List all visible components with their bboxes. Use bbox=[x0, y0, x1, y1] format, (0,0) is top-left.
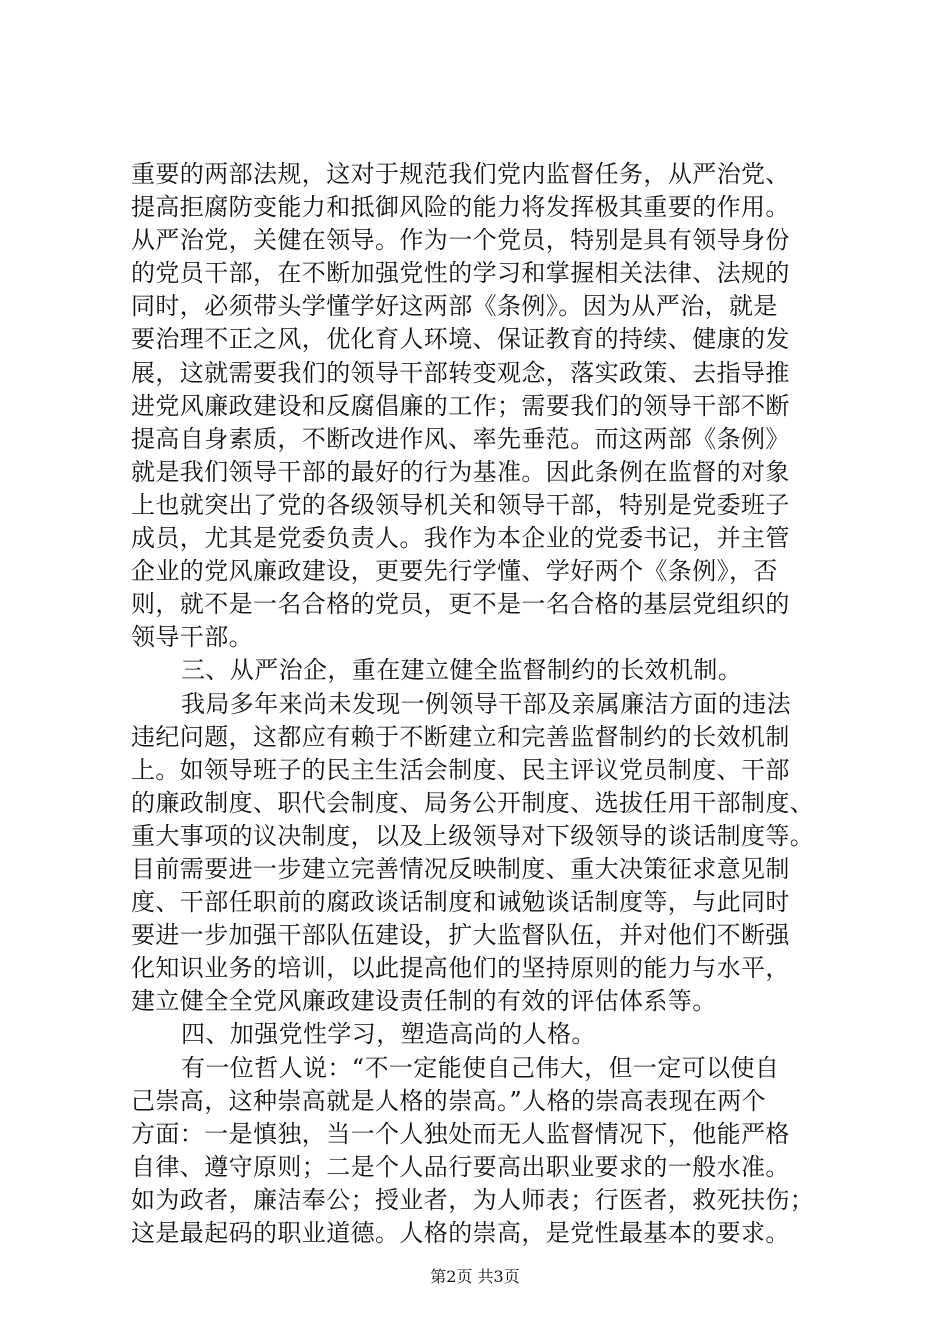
text-line: 重大事项的议决制度，以及上级领导对下级领导的谈话制度等。 bbox=[131, 821, 815, 850]
text-line: 就是我们领导干部的最好的行为基准。因此条例在监督的对象 bbox=[131, 457, 790, 486]
text-line: 方面：一是慎独，当一个人独处而无人监督情况下，他能严格 bbox=[131, 1119, 790, 1148]
text-line: 上。如领导班子的民主生活会制度、民主评议党员制度、干部 bbox=[131, 755, 790, 784]
text-line: 进党风廉政建设和反腐倡廉的工作；需要我们的领导干部不断 bbox=[131, 391, 790, 420]
text-line: 如为政者，廉洁奉公；授业者，为人师表；行医者，救死扶伤； bbox=[131, 1185, 815, 1214]
text-line: 要进一步加强干部队伍建设，扩大监督队伍，并对他们不断强 bbox=[131, 921, 790, 950]
text-line: 企业的党风廉政建设，更要先行学懂、学好两个《条例》，否 bbox=[131, 557, 778, 586]
text-line: 重要的两部法规，这对于规范我们党内监督任务，从严治党、 bbox=[131, 160, 790, 188]
text-line: 上也就突出了党的各级领导机关和领导干部，特别是党委班子 bbox=[131, 490, 790, 519]
text-line: 度、干部任职前的腐政谈话制度和诫勉谈话制度等，与此同时 bbox=[131, 888, 790, 917]
text-line: 提高拒腐防变能力和抵御风险的能力将发挥极其重要的作用。 bbox=[131, 193, 790, 222]
text-line: 这是最起码的职业道德。人格的崇高，是党性最基本的要求。 bbox=[131, 1219, 790, 1247]
text-line: 有一位哲人说：“不一定能使自己伟大，但一定可以使自 bbox=[181, 1053, 780, 1082]
text-line: 则，就不是一名合格的党员，更不是一名合格的基层党组织的 bbox=[131, 590, 790, 619]
text-line: 从严治党，关健在领导。作为一个党员，特别是具有领导身份 bbox=[131, 226, 790, 255]
text-line: 己崇高，这种崇高就是人格的崇高。”人格的崇高表现在两个 bbox=[131, 1086, 767, 1115]
text-line: 的廉政制度、职代会制度、局务公开制度、选拔任用干部制度、 bbox=[131, 788, 815, 817]
text-line: 三、从严治企，重在建立健全监督制约的长效机制。 bbox=[181, 656, 743, 685]
text-line: 同时，必须带头学懂学好这两部《条例》。因为从严治，就是 bbox=[131, 292, 778, 321]
text-line: 自律、遵守原则；二是个人品行要高出职业要求的一般水准。 bbox=[131, 1152, 790, 1181]
text-line: 目前需要进一步建立完善情况反映制度、重大决策征求意见制 bbox=[131, 854, 790, 883]
text-line: 要治理不正之风，优化育人环境、保证教育的持续、健康的发 bbox=[131, 325, 790, 354]
text-line: 展，这就需要我们的领导干部转变观念，落实政策、去指导推 bbox=[131, 358, 790, 387]
document-body bbox=[131, 158, 831, 1250]
text-line: 我局多年来尚未发现一例领导干部及亲属廉洁方面的违法 bbox=[181, 689, 791, 718]
text-line: 的党员干部，在不断加强党性的学习和掌握相关法律、法规的 bbox=[131, 259, 790, 288]
text-line: 提高自身素质，不断改进作风、率先垂范。而这两部《条例》 bbox=[131, 424, 790, 453]
text-line: 化知识业务的培训，以此提高他们的坚持原则的能力与水平， bbox=[131, 954, 790, 983]
text-line: 四、加强党性学习，塑造高尚的人格。 bbox=[181, 1020, 596, 1049]
text-line: 建立健全全党风廉政建设责任制的有效的评估体系等。 bbox=[131, 987, 717, 1016]
text-line: 成员，尤其是党委负责人。我作为本企业的党委书记，并主管 bbox=[131, 524, 790, 553]
page-footer: 第2页 共3页 bbox=[430, 1267, 520, 1286]
text-line: 领导干部。 bbox=[131, 623, 253, 652]
text-line: 违纪问题，这都应有赖于不断建立和完善监督制约的长效机制 bbox=[131, 722, 790, 751]
